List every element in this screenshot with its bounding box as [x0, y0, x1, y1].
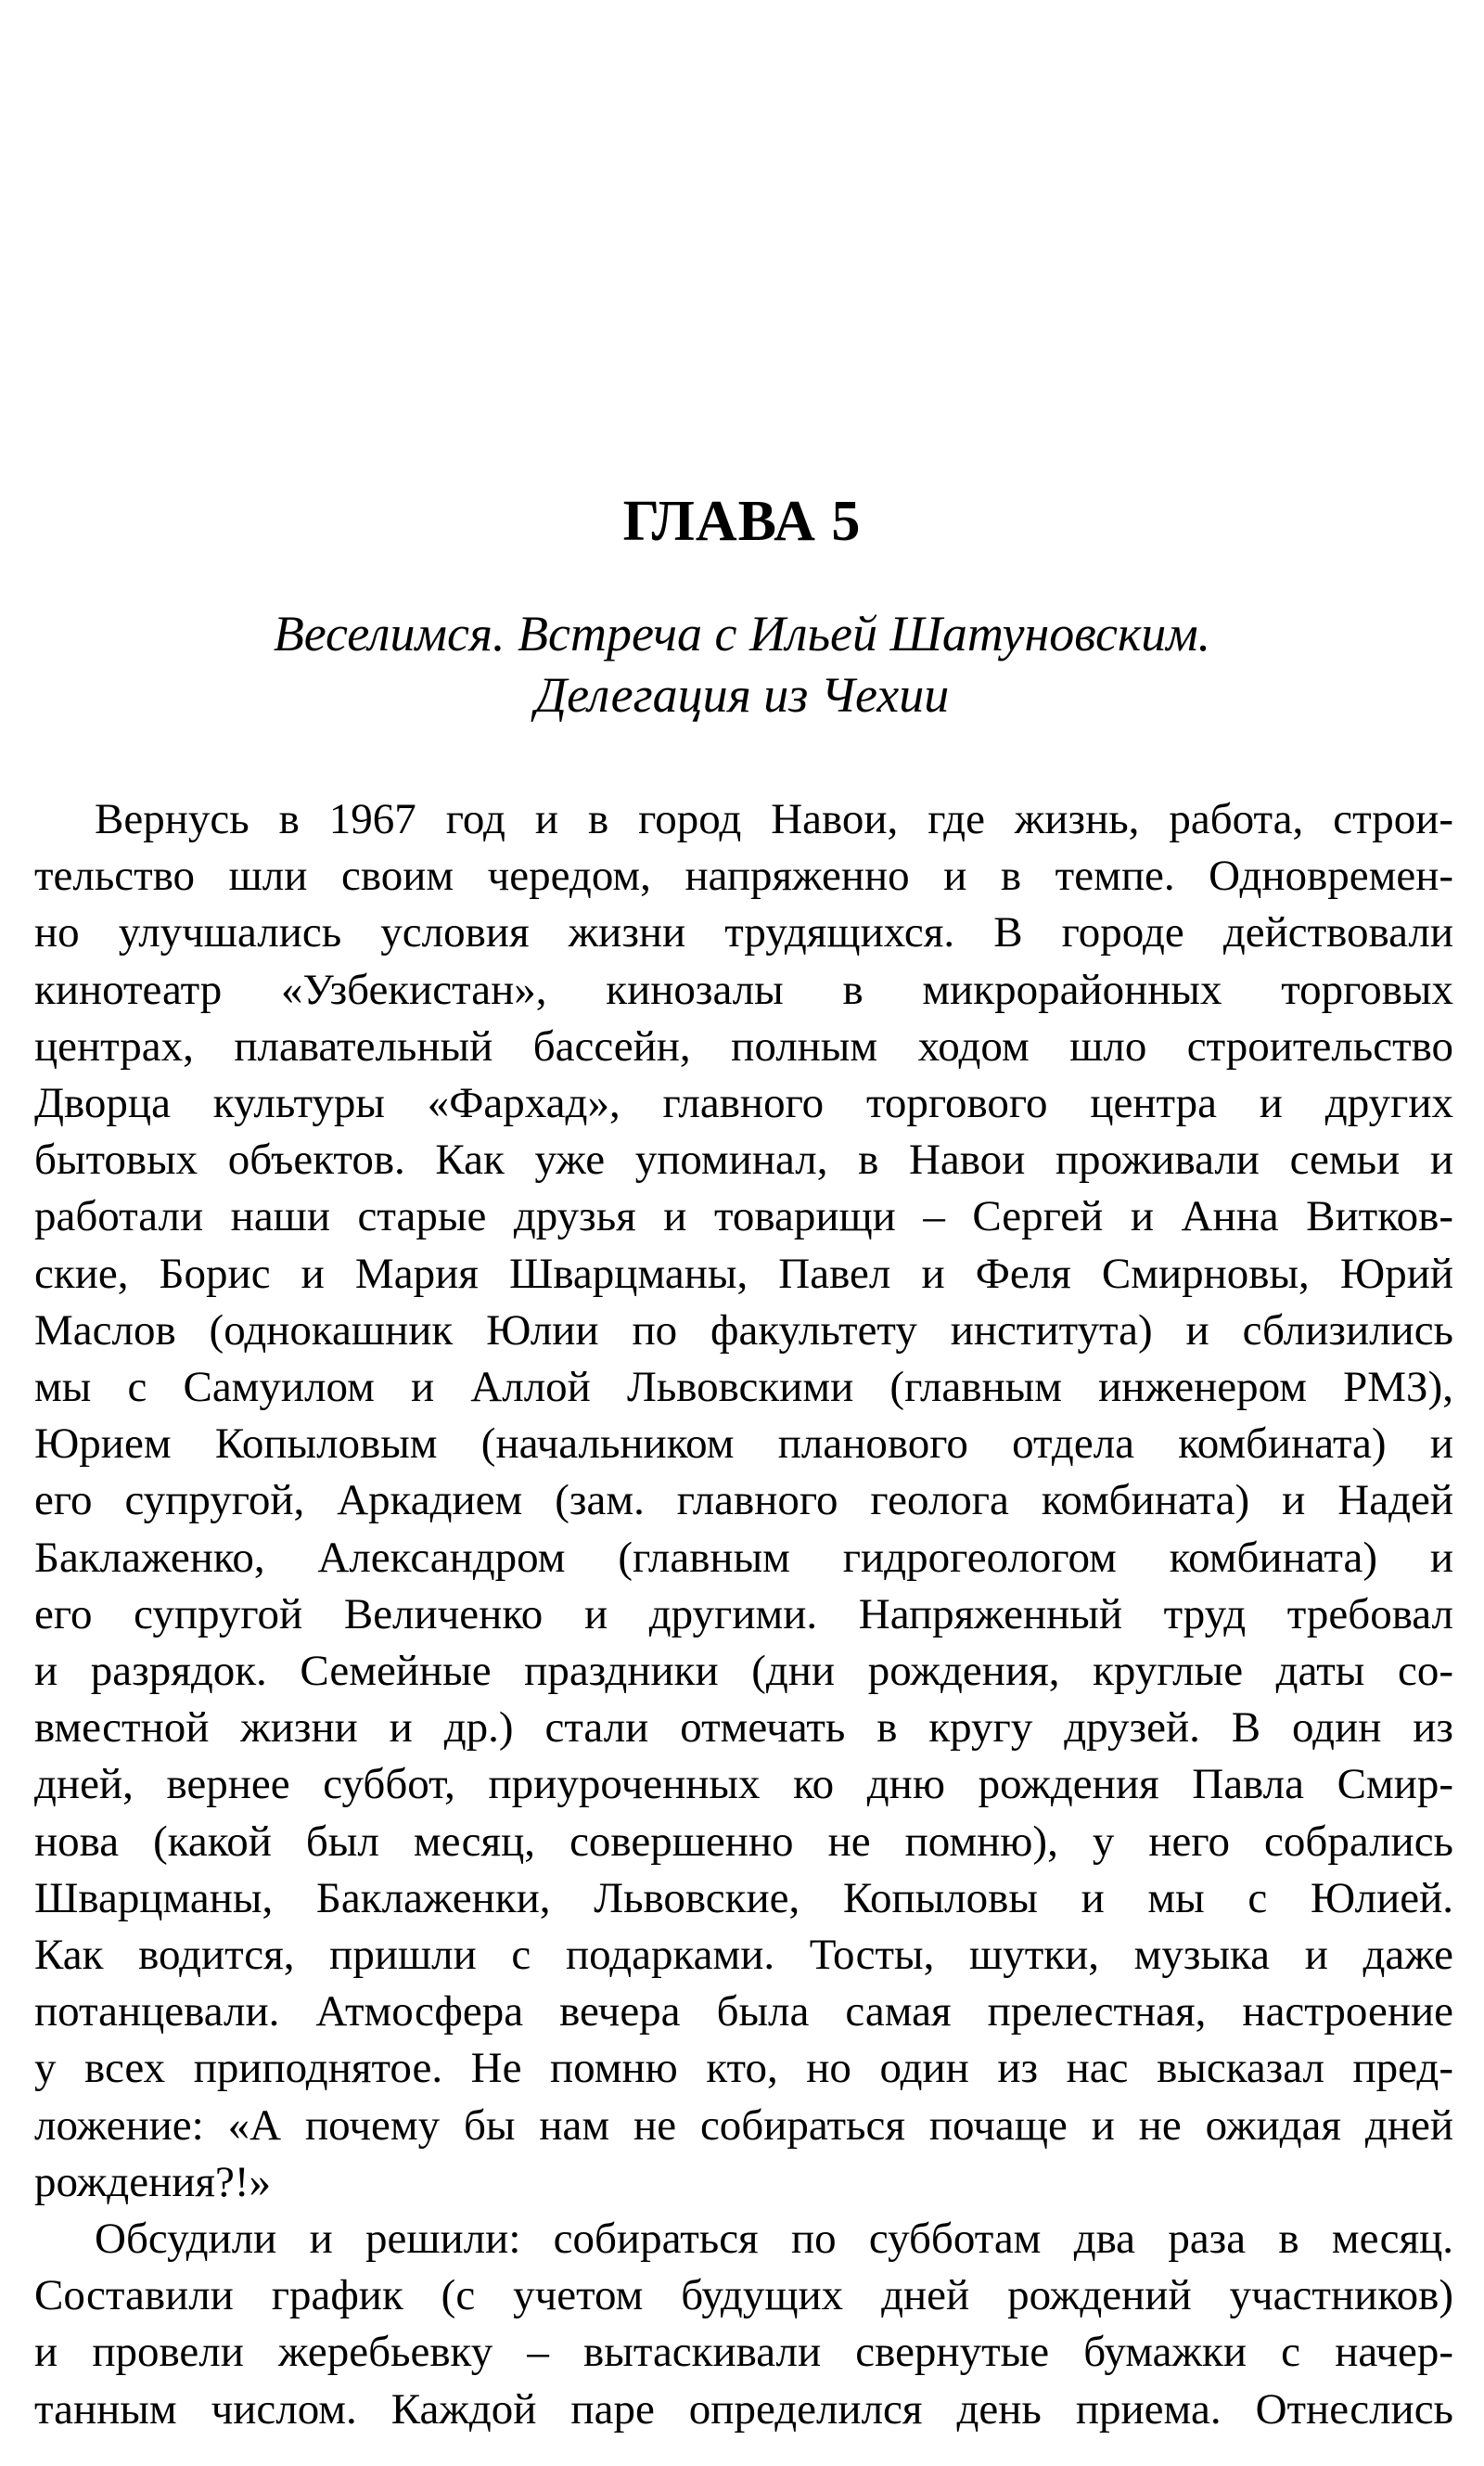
text-line: танным числом. Каждой паре определился день приема. Отнеслись	[34, 2384, 1453, 2434]
text-line: дней, вернее суббот, приуроченных ко дню рождения Павла Смир-	[34, 1760, 1453, 1809]
text-line: Маслов (однокашник Юлии по факультету института) и сблизились	[34, 1305, 1453, 1355]
text-line: ские, Борис и Мария Шварцманы, Павел и Феля Смирновы, Юрий	[34, 1249, 1453, 1298]
text-line: вместной жизни и др.) стали отмечать в кругу друзей. В один из	[34, 1703, 1453, 1753]
text-line: его супругой, Аркадием (зам. главного геолога комбината) и Надей	[34, 1476, 1453, 1525]
chapter-subtitle-line: Делегация из Чехии	[534, 667, 950, 723]
text-line: Составили график (с учетом будущих дней рождений участников)	[34, 2271, 1453, 2320]
text-line: кинотеатр «Узбекистан», кинозалы в микрорайонных торговых	[34, 965, 1453, 1014]
text-line: нова (какой был месяц, совершенно не помню), у него собрались	[34, 1817, 1453, 1866]
text-line: у всех приподнятое. Не помню кто, но один из нас высказал пред-	[34, 2044, 1453, 2093]
text-line: ложение: «А почему бы нам не собираться почаще и не ожидая дней	[34, 2100, 1453, 2150]
chapter-subtitle-line: Веселимся. Встреча с Ильей Шатуновским.	[273, 606, 1211, 661]
body-text	[34, 791, 1453, 2438]
text-line: и провели жеребьевку – вытаскивали свернутые бумажки с начер-	[34, 2328, 1453, 2377]
chapter-subtitle	[0, 603, 1484, 726]
text-line: Юрием Копыловым (начальником планового отдела комбината) и	[34, 1419, 1453, 1469]
text-line: Баклаженко, Александром (главным гидрогеологом комбината) и	[34, 1533, 1453, 1582]
text-line: бытовых объектов. Как уже упоминал, в Навои проживали семьи и	[34, 1136, 1453, 1185]
text-line: работали наши старые друзья и товарищи – Сергей и Анна Витков-	[34, 1192, 1453, 1241]
text-line: Обсудили и решили: собираться по субботам два раза в месяц.	[95, 2215, 1453, 2264]
chapter-title: ГЛАВА 5	[622, 490, 862, 553]
text-line: центрах, плавательный бассейн, полным ходом шло строительство	[34, 1021, 1453, 1071]
text-line: рождения?!»	[34, 2157, 272, 2206]
text-line: Шварцманы, Баклаженки, Львовские, Копыловы и мы с Юлией.	[34, 1873, 1453, 1922]
text-line: мы с Самуилом и Аллой Львовскими (главным инженером РМЗ),	[34, 1363, 1453, 1412]
text-line: Как водится, пришли с подарками. Тосты, шутки, музыка и даже	[34, 1931, 1453, 1980]
text-line: и разрядок. Семейные праздники (дни рождения, круглые даты со-	[34, 1647, 1453, 1696]
text-line: Дворца культуры «Фархад», главного торгового центра и других	[34, 1079, 1453, 1128]
text-line: потанцевали. Атмосфера вечера была самая прелестная, настроение	[34, 1987, 1453, 2036]
text-line: Вернусь в 1967 год и в город Навои, где жизнь, работа, строи-	[95, 795, 1453, 843]
text-line: его супругой Величенко и другими. Напряженный труд требовал	[34, 1589, 1453, 1638]
text-line: тельство шли своим чередом, напряженно и в темпе. Одновремен-	[34, 852, 1453, 901]
text-line: но улучшались условия жизни трудящихся. В городе действовали	[34, 908, 1453, 957]
